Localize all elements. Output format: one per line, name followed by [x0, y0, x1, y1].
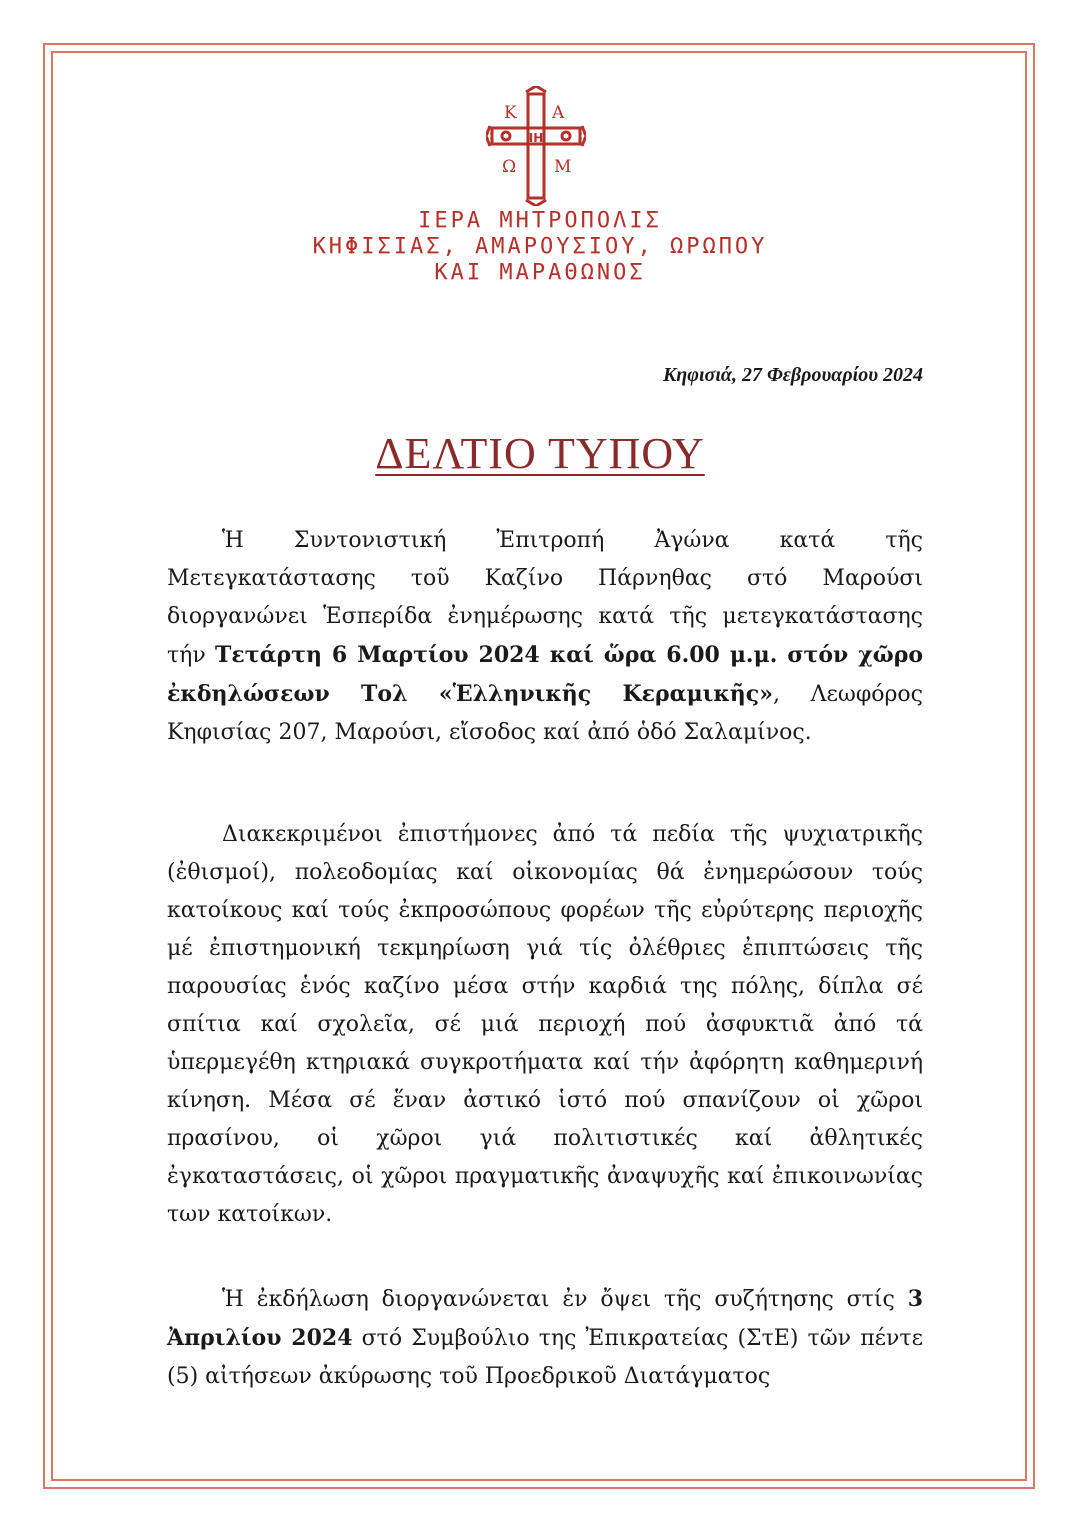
emblem-letter-br: Μ	[554, 157, 572, 177]
date-line: Κηφισιά, 27 Φεβρουαρίου 2024	[662, 364, 923, 386]
p3-date: 3 Ἀπριλίου 2024	[167, 1286, 923, 1351]
emblem-letter-center: ΙΗ	[528, 131, 544, 145]
emblem-letter-tl: Κ	[504, 103, 517, 123]
p3-text-a: Ἡ ἐκδήλωση διοργανώνεται ἐν ὄψει τῆς συζήτησης στίς	[222, 1287, 908, 1312]
cross-monogram-icon	[486, 86, 586, 206]
emblem-letter-tr: Α	[552, 103, 565, 123]
p1-text-c: , Λεωφόρος Κηφισίας 207, Μαρούσι, εἴσοδος καί ἀπό ὁδό Σαλαμίνος.	[167, 682, 923, 745]
org-line-3: ΚΑΙ ΜΑΡΑΘΩΝΟΣ	[434, 260, 646, 285]
p2-text: Διακεκριμένοι ἐπιστήμονες ἀπό τά πεδία τῆς ψυχιατρικῆς (ἐθισμοί), πολεοδομίας καί οἰκονομίας θά ἐνημερώσουν τούς κατοίκους καί τούς ἐκπροσώπους φορέων τῆς εὐρύτερης περιοχῆς μέ ἐπιστημονική τεκμηρίωση γιά τίς ὀλέθριες ἐπιπτώσεις τῆς παρουσίας ἑνός καζίνο μέσα στήν καρδιά της πόλης, δίπλα σέ σπίτια καί σχολεῖα, σέ μιά περιοχή πού ἀσφυκτιᾶ ἀπό τά ὑπερμεγέθη κτηριακά συγκροτήματα καί τήν ἀφόρητη καθημερινή κίνηση. Μέσα σέ ἕναν ἀστικό ἱστό πού σπανίζουν οἱ χῶροι πρασίνου, οἱ χῶροι γιά πολιτιστικές καί ἀθλητικές ἐγκαταστάσεις, οἱ χῶροι πραγματικῆς ἀναψυχῆς καί ἐπικοινωνίας των κατοίκων.	[167, 822, 923, 1227]
p1-text-a: Ἡ Συντονιστική Ἐπιτροπή Ἀγώνα κατά τῆς Μετεγκατάστασης τοῦ Καζίνο Πάρνηθας στό Μαρούσι διοργανώνει Ἑσπερίδα ἐνημέρωσης κατά τῆς μετεγκατάστασης τήν	[167, 528, 923, 668]
organization-name	[0, 208, 1080, 286]
paragraph-1	[167, 522, 923, 766]
emblem-letter-bl: Ω	[502, 157, 517, 177]
title-text: ΔΕΛΤΙΟ ΤΥΠΟΥ	[375, 429, 705, 478]
paragraph-2	[167, 816, 923, 1248]
document-title	[0, 428, 1080, 479]
p1-event-details: Τετάρτη 6 Μαρτίου 2024 καί ὥρα 6.00 μ.μ. στόν χῶρο ἐκδηλώσεων Τολ «Ἑλληνικῆς Κεραμικῆς»	[167, 642, 923, 707]
org-line-2: ΚΗΦΙΣΙΑΣ, ΑΜΑΡΟΥΣΙΟΥ, ΩΡΩΠΟΥ	[312, 234, 768, 259]
paragraph-3	[167, 1280, 923, 1410]
p3-text-c: στό Συμβούλιο της Ἐπικρατείας (ΣτΕ) τῶν πέντε (5) αἰτήσεων ἀκύρωσης τοῦ Προεδρικοῦ Διατάγματος	[167, 1326, 923, 1389]
org-line-1: ΙΕΡΑ ΜΗΤΡΟΠΟΛΙΣ	[418, 208, 662, 233]
